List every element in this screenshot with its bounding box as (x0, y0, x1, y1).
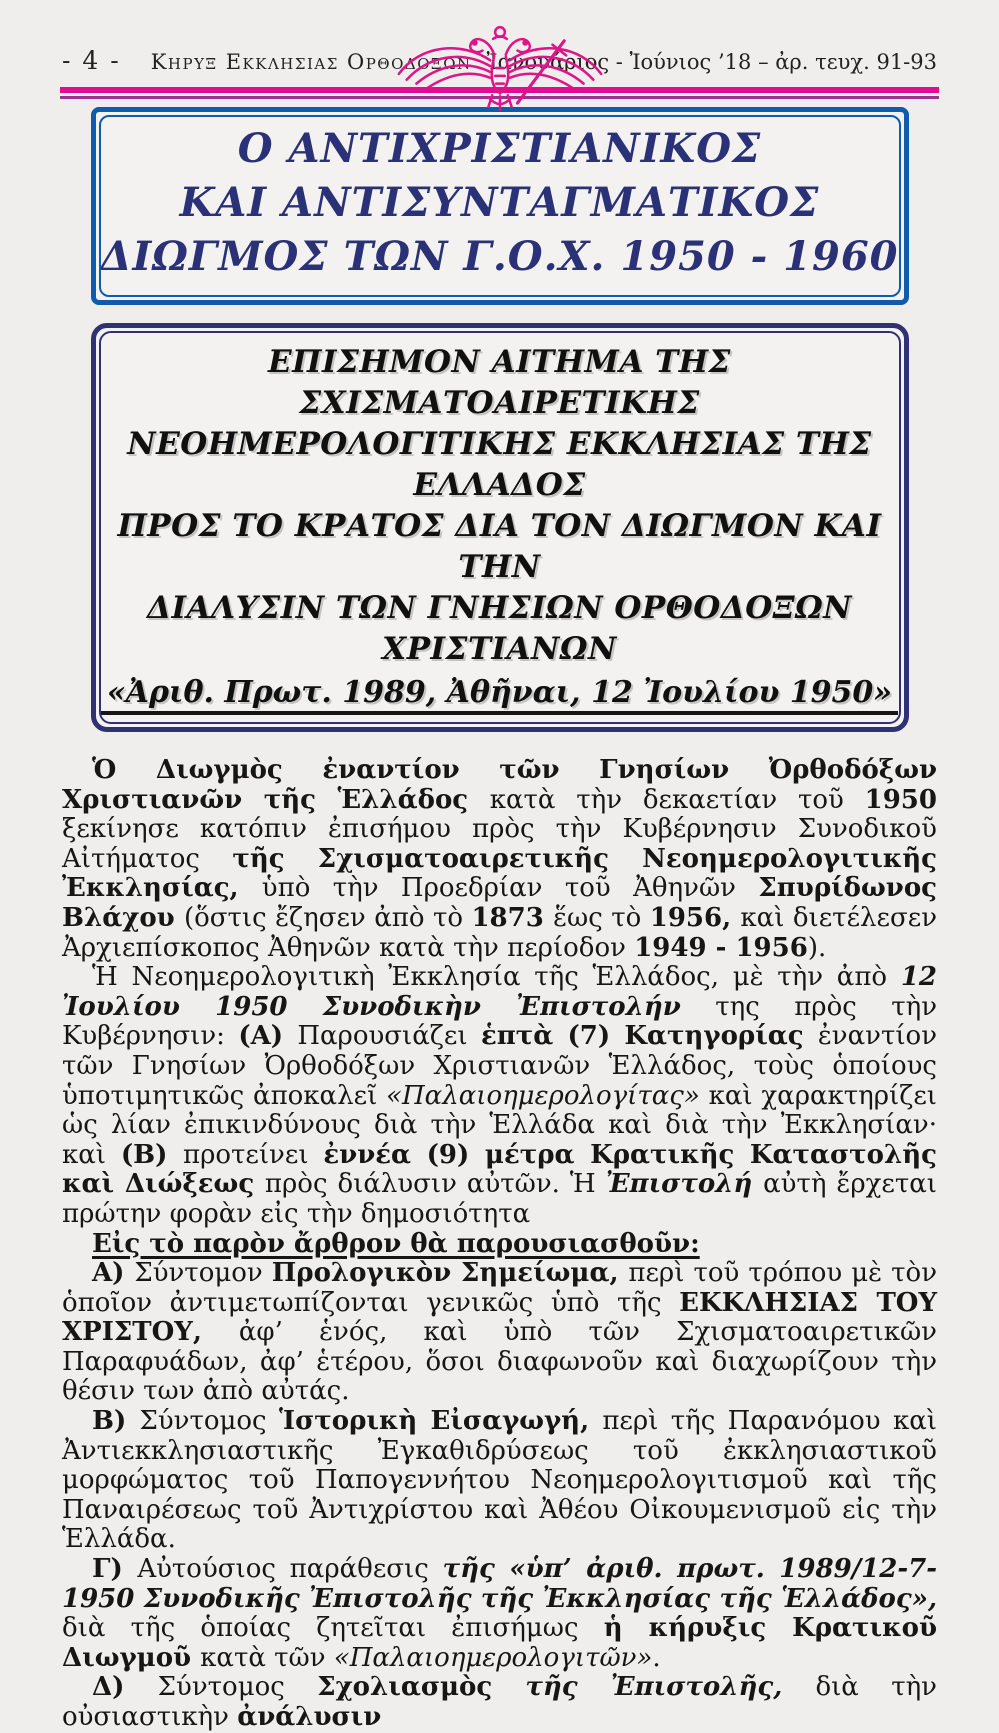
text-segment: «Παλαιοημερολογιτῶν» (333, 1642, 653, 1673)
text-segment: Σύντομος (139, 1406, 280, 1437)
text-segment: διὰ τῆς ὁποίας ζητεῖται ἐπισήμως (62, 1613, 604, 1644)
text-segment: 1950 (864, 784, 937, 815)
subtitle-line-3: ΠΡΟΣ ΤΟ ΚΡΑΤΟΣ ΔΙΑ ΤΟΝ ΔΙΩΓΜΟΝ ΚΑΙ ΤΗΝ (117, 508, 882, 585)
paragraph (62, 1230, 937, 1260)
text-segment: 12 Ἰουλίου 1950 Συνοδικὴν Ἐπιστολήν (62, 962, 937, 1022)
text-segment: κατὰ τὴν δεκαετίαν τοῦ (489, 784, 865, 815)
paragraph (62, 1673, 937, 1732)
main-title-line-2: ΚΑΙ ΑΝΤΙΣΥΝΤΑΓΜΑΤΙΚΟΣ (179, 179, 820, 226)
paragraph (62, 1259, 937, 1407)
text-segment: Β) (92, 1406, 140, 1437)
text-segment: Σύντομος (157, 1672, 318, 1703)
paragraph (62, 756, 937, 963)
text-segment: ἀφ’ ἑνός, καὶ ὑπὸ τῶν Σχισματοαιρετικῶν Παραφυάδων, ἀφ’ ἑτέρου, ὅσοι διαφωνοῦν καὶ διαχωρίζουν τὴν θέσιν των ἀπὸ αὐτάς. (62, 1317, 937, 1407)
main-title-box (91, 107, 909, 305)
text-segment: Ἱστορικὴ Εἰσαγωγή, (279, 1406, 603, 1437)
text-segment: (Β) (120, 1139, 183, 1170)
text-segment: 1956, (649, 902, 741, 933)
subtitle-line-2: ΝΕΟΗΜΕΡΟΛΟΓΙΤΙΚΗΣ ΕΚΚΛΗΣΙΑΣ ΤΗΣ ΕΛΛΑΔΟΣ (127, 426, 872, 503)
subtitle-line-1: ΕΠΙΣΗΜΟΝ ΑΙΤΗΜΑ ΤΗΣ ΣΧΙΣΜΑΤΟΑΙΡΕΤΙΚΗΣ (268, 344, 731, 421)
text-segment: Δ) (92, 1672, 158, 1703)
issue-info: Ἰανουάριος - Ἰούνιος ’18 – ἀρ. τευχ. 91-93 (486, 50, 937, 74)
text-segment: Ἐπιστολή (605, 1169, 764, 1200)
text-segment: περὶ τοῦ τρόπου μὲ τὸν ὁποῖον ἀντιμετωπίζονται γενικῶς ὑπὸ τῆς (62, 1258, 937, 1318)
text-segment: (ὅστις ἔζησεν ἀπὸ τὸ (183, 902, 472, 933)
double-headed-eagle-icon (393, 24, 607, 116)
text-segment: ἐναντίον τῶν Γνησίων Ὀρθοδόξων Χριστιανῶν Ἑλλάδος, τοὺς ὁποίους ὑποτιμητικῶς ἀποκαλεῖ (62, 1021, 938, 1111)
text-segment: Σχολιασμὸς (317, 1672, 526, 1703)
text-segment: ἑπτὰ (7) Κατηγορίας (480, 1021, 818, 1052)
text-segment: Α) (92, 1258, 135, 1289)
main-title-line-1: Ο ΑΝΤΙΧΡΙΣΤΙΑΝΙΚΟΣ (237, 125, 762, 172)
text-segment: προτείνει (182, 1139, 324, 1170)
text-segment: Γ) (92, 1554, 138, 1585)
paragraph (62, 1555, 937, 1673)
text-segment: 1873 (471, 902, 554, 933)
text-segment: Προλογικὸν Σημείωμα, (271, 1258, 629, 1289)
main-title-line-3: ΔΙΩΓΜΟΣ ΤΩΝ Γ.Ο.Χ. 1950 - 1960 (100, 233, 899, 280)
text-segment: Παρουσιάζει (297, 1021, 481, 1052)
text-segment: της πρὸς τὴν Κυβέρνησιν: (62, 991, 938, 1052)
text-segment: διὰ τὴν οὐσιαστικὴν (62, 1672, 937, 1732)
text-segment: τῆς «ὑπ’ ἀριθ. πρωτ. 1989/12-7-1950 Συνοδικῆς Ἐπιστολῆς τῆς Ἐκκλησίας τῆς Ἑλλάδος», (62, 1554, 938, 1614)
text-segment: Σύντομον (134, 1258, 272, 1289)
paragraph (62, 963, 937, 1229)
text-segment: κατὰ τῶν (200, 1642, 334, 1673)
text-segment: πρὸς διάλυσιν αὐτῶν. Ἡ (264, 1169, 606, 1200)
text-segment: περὶ τῆς Παρανόμου καὶ Ἀντιεκκλησιαστικῆς Ἐγκαθιδρύσεως τοῦ ἐκκλησιαστικοῦ μορφώματος τοῦ Παπογεννήτου Νεοημερολογιτισμοῦ καὶ τῆς Παναιρέσεως τοῦ Ἀντιχρίστου καὶ Ἀθέου Οἰκουμενισμοῦ εἰς τὴν Ἑλλάδα. (62, 1406, 937, 1555)
text-segment: (Α) (238, 1021, 298, 1052)
protocol-reference-line: «Ἀριθ. Πρωτ. 1989, Ἀθῆναι, 12 Ἰουλίου 1950» (101, 675, 898, 715)
text-segment: ὑπὸ τὴν Προεδρίαν τοῦ Ἀθηνῶν (261, 873, 759, 904)
text-segment: Αὐτούσιος παράθεσις (137, 1554, 443, 1585)
subtitle-line-4: ΔΙΑΛΥΣΙΝ ΤΩΝ ΓΝΗΣΙΩΝ ΟΡΘΟΔΟΞΩΝ ΧΡΙΣΤΙΑΝΩΝ (146, 590, 853, 667)
page-number: - 4 - (62, 46, 121, 75)
text-segment: ΕΚΚΛΗΣΙΑΣ ΤΟΥ ΧΡΙΣΤΟΥ, (62, 1287, 937, 1348)
text-segment: «Παλαιοημερολογίτας» (386, 1080, 709, 1111)
text-segment: τῆς Σχισματοαιρετικῆς Νεοημερολογιτικῆς Ἐκκλησίας, (62, 843, 937, 904)
text-segment: Εἰς τὸ παρὸν ἄρθρον θὰ παρουσιασθοῦν: (92, 1228, 700, 1259)
text-segment: Ὁ Διωγμὸς ἐναντίον τῶν Γνησίων Ὀρθοδόξων Χριστιανῶν τῆς Ἑλλάδος (62, 755, 937, 815)
subtitle-box (91, 323, 909, 732)
text-segment: ἀνάλυσιν (237, 1702, 382, 1732)
text-segment: ). (807, 932, 827, 963)
text-segment: τῆς Ἐπιστολῆς, (525, 1672, 816, 1703)
text-segment: ξεκίνησε κατόπιν ἐπισήμου πρὸς τὴν Κυβέρνησιν Συνοδικοῦ Αἰτήματος (62, 814, 937, 874)
text-segment: ἕως τὸ (553, 902, 650, 933)
paragraph (62, 1407, 937, 1555)
text-segment: καὶ χαρακτηρίζει ὡς λίαν ἐπικινδύνους διὰ τὴν Ἑλλάδα καὶ διὰ τὴν Ἐκκλησίαν· καὶ (62, 1080, 937, 1170)
text-segment: 1949 - 1956 (634, 932, 808, 963)
journal-title: Κηρυξ Εκκλησιας Ορθοδοξων (150, 50, 472, 74)
text-segment: Σπυρίδωνος Βλάχου (62, 873, 937, 933)
text-segment: Ἡ Νεοημερολογιτικὴ Ἐκκλησία τῆς Ἑλλάδος, μὲ τὴν ἀπὸ (92, 962, 901, 993)
text-segment: καὶ διετέλεσεν Ἀρχιεπίσκοπος Ἀθηνῶν κατὰ τὴν περίοδον (62, 902, 938, 963)
text-segment: αὐτὴ ἔρχεται πρώτην φορὰν εἰς τὴν δημοσιότητα (62, 1169, 937, 1229)
text-segment: ἡ κήρυξις Κρατικοῦ Διωγμοῦ (62, 1613, 937, 1673)
article-body (62, 756, 937, 1733)
text-segment: ἐννέα (9) μέτρα Κρατικῆς Καταστολῆς καὶ Διώξεως (62, 1139, 937, 1200)
text-segment: . (652, 1642, 661, 1673)
